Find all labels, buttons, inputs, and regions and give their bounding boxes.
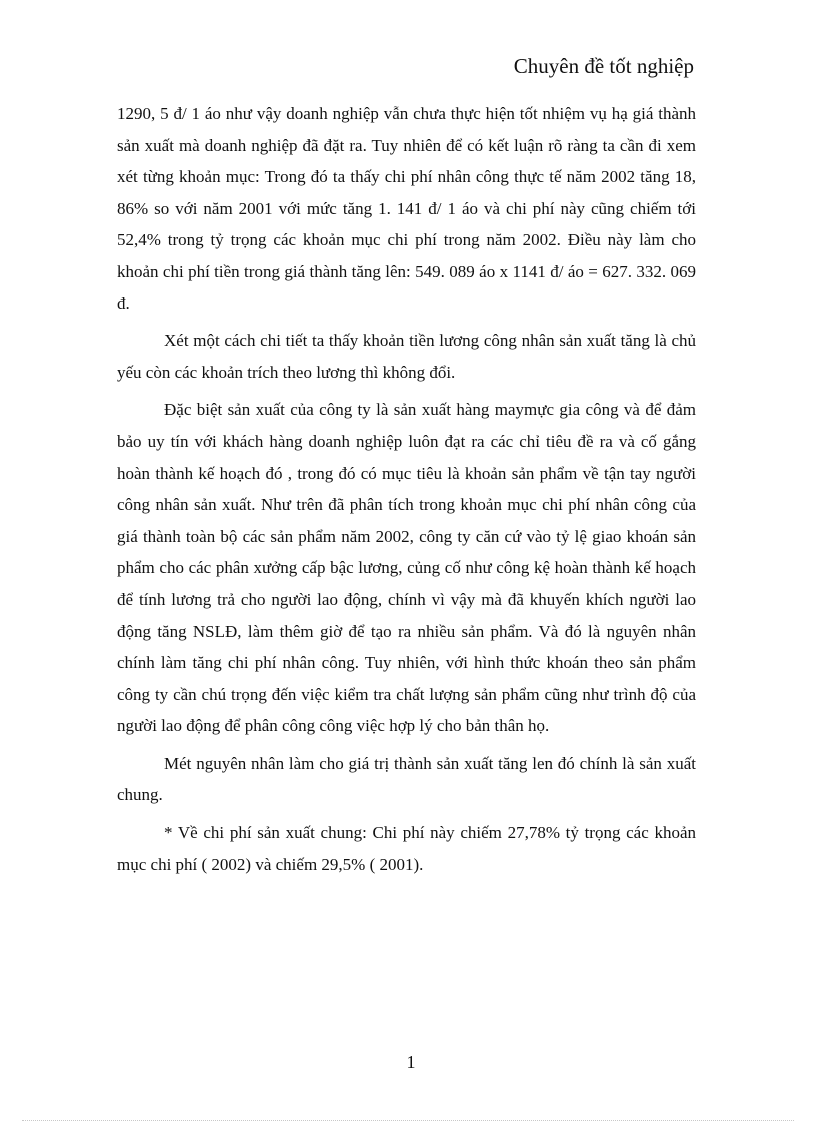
paragraph-4: Mét nguyên nhân làm cho giá trị thành sản xuất tăng len đó chính là sản xuất chung. [117, 753, 696, 805]
paragraph-5: * Về chi phí sản xuất chung: Chi phí này chiếm 27,78% tỷ trọng các khoản mục chi phí ( 2002) và chiếm 29,5% ( 2001). [117, 823, 696, 874]
paragraph-1: 1290, 5 đ/ 1 áo như vậy doanh nghiệp vẫn chưa thực hiện tốt nhiệm vụ hạ giá thành sản xuất mà doanh nghiệp đã đặt ra. Tuy nhiên để có kết luận rõ ràng ta cần đi xem xét từng khoản mục: Trong đó ta thấy chi phí nhân công thực tế năm 2002 tăng 18, 86% so với năm 2001 với mức tăng 1. 141 đ/ 1 áo và chi phí này cũng chiếm tới 52,4% trong tỷ trọng các khoản mục chi phí trong năm 2002. Điều này làm cho khoản chi phí tiền trong giá thành tăng lên: 549. 089 áo x 1141 đ/ áo = 627. 332. 069 đ. [117, 104, 696, 313]
document-body [117, 98, 696, 886]
footer-divider [22, 1120, 794, 1121]
page-number: 1 [406, 1052, 416, 1072]
page-header-title: Chuyên đề tốt nghiệp [513, 54, 694, 78]
paragraph-2: Xét một cách chi tiết ta thấy khoản tiền lương công nhân sản xuất tăng là chủ yếu còn các khoản trích theo lương thì không đổi. [117, 331, 696, 382]
paragraph-3: Đặc biệt sản xuất của công ty là sản xuất hàng maymực gia công và để đảm bảo uy tín với khách hàng doanh nghiệp luôn đạt ra các chỉ tiêu đề ra và cố gắng hoàn thành kế hoạch đó , trong đó có mục tiêu là khoản sản phẩm về tận tay người công nhân sản xuất. Như trên đã phân tích trong khoản mục chi phí nhân công của giá thành toàn bộ các sản phẩm năm 2002, công ty căn cứ vào tỷ lệ giao khoán sản phẩm cho các phân xưởng cấp bậc lương, củng cố như công kệ hoàn thành kế hoạch để tính lương trả cho người lao động, chính vì vậy mà đã khuyến khích người lao động tăng NSLĐ, làm thêm giờ để tạo ra nhiều sản phẩm. Và đó là nguyên nhân chính làm tăng chi phí nhân công. Tuy nhiên, với hình thức khoán theo sản phẩm công ty cần chú trọng đến việc kiểm tra chất lượng sản phẩm cũng như trình độ của người lao động để phân công công việc hợp lý cho bản thân họ. [117, 400, 696, 736]
